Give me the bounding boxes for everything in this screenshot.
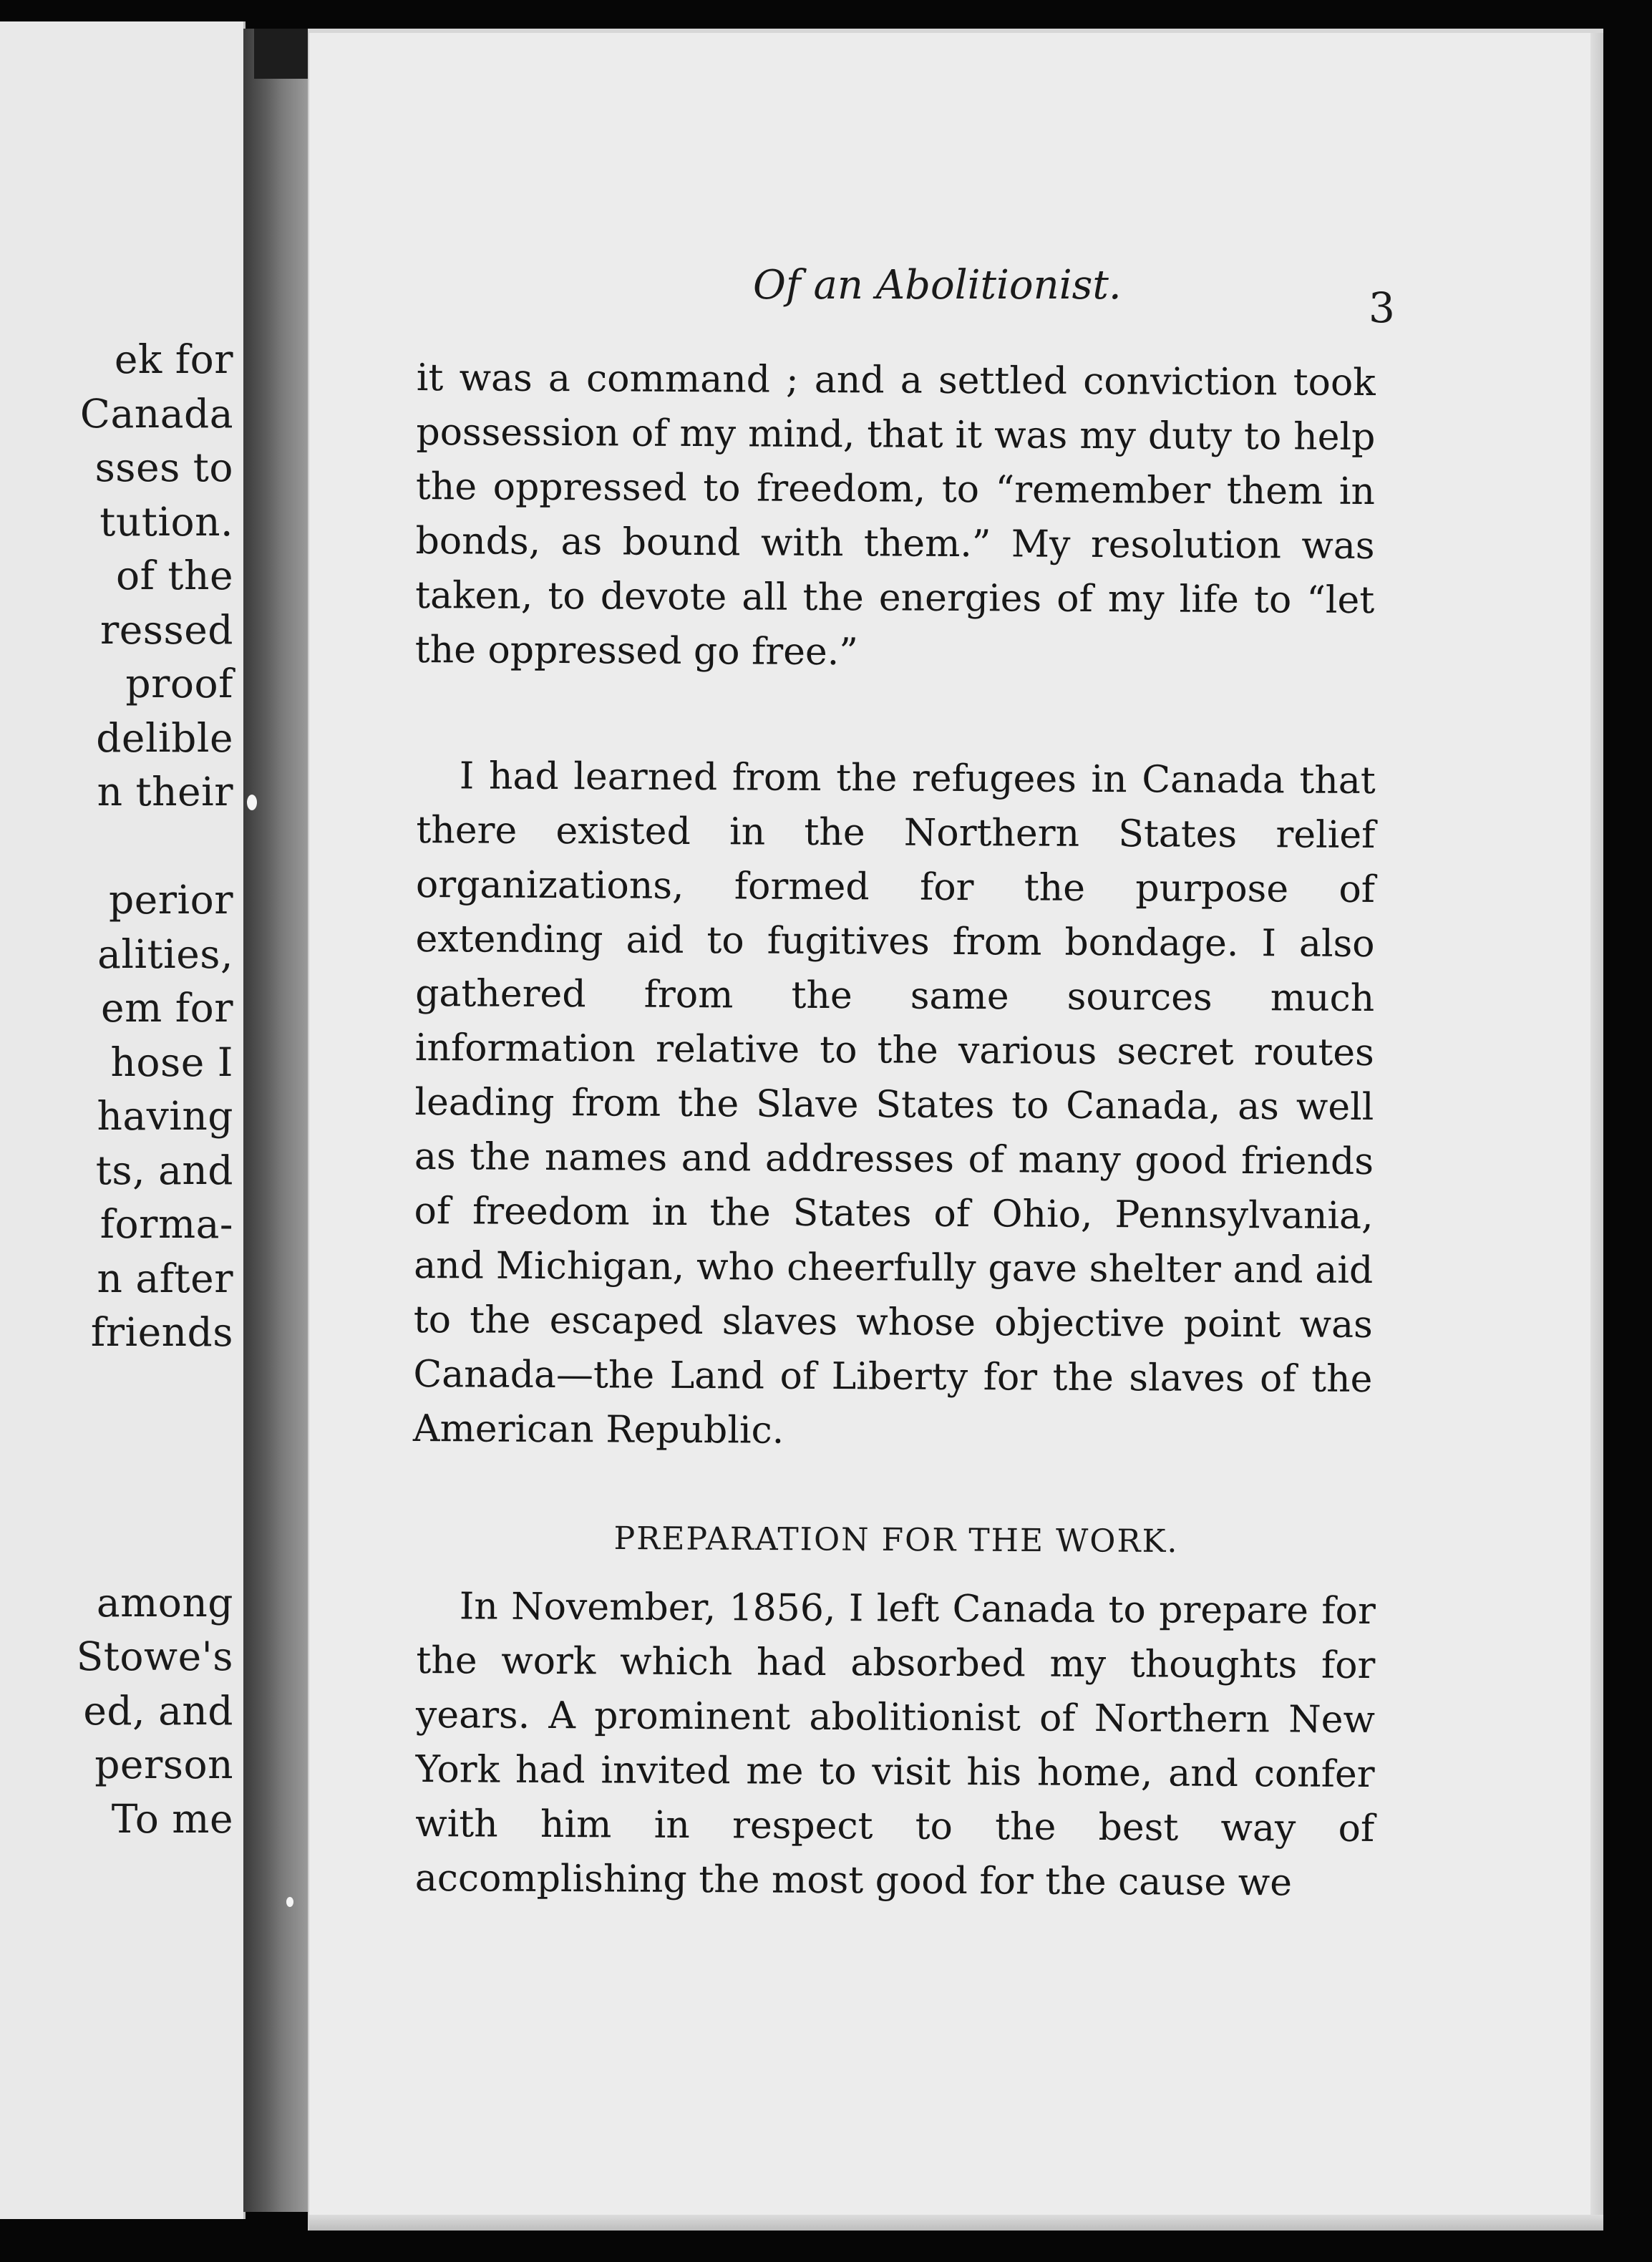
- left-page-line-fragment: To me: [111, 1795, 233, 1842]
- left-page-line-fragment: ressed: [99, 606, 233, 653]
- paragraph-2: I had learned from the refugees in Canada that there existed in the Northern States relief organizations, formed for the purpose of extending aid to fugitives from bondage. I also gathered from the same sources much information relative to the various secret routes leading from the Slave States to Canada, as well as the names and addresses of many good friends of freedom in the States of Ohio, Pennsylvania, and Michigan, who cheerfully gave shelter and aid to the escaped slaves whose objective point was Canada—the Land of Liberty for the slaves of the American Republic.: [412, 754, 1376, 1452]
- left-page-line-fragment: ed, and: [83, 1687, 233, 1734]
- page-bottom-edge: [309, 2215, 1603, 2231]
- paragraph-3: In November, 1856, I left Canada to prepare for the work which had absorbed my thoughts for years. A prominent abolitionist of Northern New York had invited me to visit his home, and confer with him in respect to the best way of accomplishing the most good for the cause we: [414, 1585, 1376, 1905]
- left-page-line-fragment: of the: [115, 553, 233, 598]
- left-page-line-fragment: perior: [108, 877, 233, 923]
- left-page-line-fragment: em for: [101, 985, 233, 1031]
- left-page-line-fragment: ek for: [114, 336, 233, 382]
- book-gutter: [243, 29, 308, 2212]
- left-page-line-fragment: sses to: [94, 445, 233, 490]
- left-page-line-fragment: among: [96, 1579, 233, 1626]
- left-page-line-fragment: Canada: [79, 390, 233, 437]
- left-page-line-fragment: ts, and: [95, 1147, 233, 1193]
- left-page-line-fragment: n after: [97, 1255, 233, 1301]
- left-page-line-fragment: Stowe's: [76, 1634, 233, 1679]
- left-page-line-fragment: hose I: [110, 1039, 233, 1085]
- scan-speck: [286, 1897, 293, 1907]
- running-head: Of an Abolitionist.: [753, 262, 1122, 309]
- scan-speck: [247, 795, 257, 810]
- page-edge: [1590, 33, 1603, 2231]
- left-facing-page: [0, 21, 246, 2219]
- left-page-line-fragment: delible: [96, 714, 233, 761]
- left-page-line-fragment: tution.: [99, 498, 233, 545]
- left-page-line-fragment: forma-: [99, 1201, 233, 1247]
- left-page-line-fragment: n their: [97, 769, 233, 815]
- page-number: 3: [1369, 283, 1395, 332]
- left-page-line-fragment: proof: [125, 661, 233, 707]
- left-page-line-fragment: person: [94, 1742, 233, 1787]
- left-page-line-fragment: friends: [90, 1309, 233, 1355]
- left-page-line-fragment: having: [97, 1093, 233, 1139]
- section-heading: PREPARATION FOR THE WORK.: [613, 1520, 1179, 1560]
- right-page: [308, 29, 1603, 2231]
- paragraph-1: it was a command ; and a settled conviction took possession of my mind, that it was my duty to help the oppressed to freedom, to “remember them in bonds, as bound with them.” My resolution was taken, to devote all the energies of my life to “let the oppressed go free.”: [414, 356, 1376, 674]
- left-page-line-fragment: alities,: [97, 931, 233, 977]
